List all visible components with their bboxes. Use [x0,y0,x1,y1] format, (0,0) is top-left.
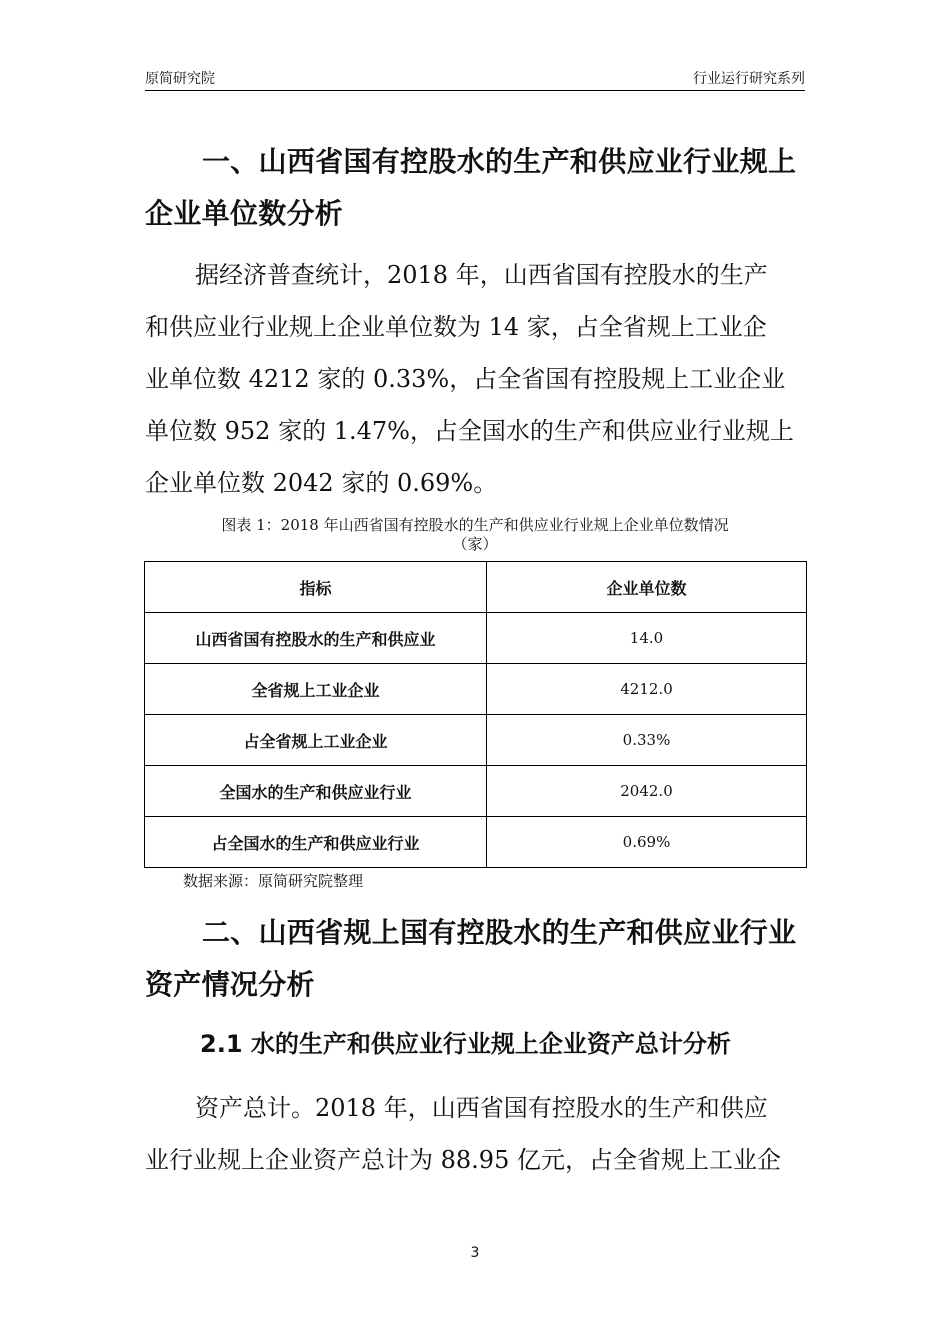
section2-heading-line1: 二、山西省规上国有控股水的生产和供应业行业 [202,916,797,949]
table-caption-line2: （家） [452,535,498,553]
row-value: 2042.0 [487,766,807,817]
page-header [145,66,805,91]
table-source-note: 数据来源：原简研究院整理 [183,872,364,890]
table-row [145,715,807,766]
row-value: 0.69% [487,817,807,868]
paragraph-line: 资产总计。2018 年，山西省国有控股水的生产和供应 [195,1094,768,1122]
row-value: 0.33% [487,715,807,766]
row-label: 全国水的生产和供应业行业 [145,766,487,817]
section2-paragraph [145,1082,810,1186]
section1-paragraph [145,249,810,509]
paragraph-line: 企业单位数 2042 家的 0.69%。 [145,469,498,497]
section2-subheading: 2.1 水的生产和供应业行业规上企业资产总计分析 [200,1030,731,1058]
table-row [145,664,807,715]
paragraph-line: 业单位数 4212 家的 0.33%，占全省国有控股规上工业企业 [145,365,786,393]
table-header-row [145,562,807,613]
section2-heading [145,907,810,1011]
section1-heading [145,136,810,240]
section1-heading-line1: 一、山西省国有控股水的生产和供应业行业规上 [202,145,797,178]
paragraph-line: 单位数 952 家的 1.47%，占全国水的生产和供应业行业规上 [145,417,794,445]
paragraph-line: 和供应业行业规上企业单位数为 14 家，占全省规上工业企 [145,313,767,341]
row-label: 占全国水的生产和供应业行业 [145,817,487,868]
page-number: 3 [470,1245,480,1261]
header-org: 原简研究院 [145,71,215,87]
row-label: 全省规上工业企业 [145,664,487,715]
table-row [145,766,807,817]
row-label: 占全省规上工业企业 [145,715,487,766]
column-header-count: 企业单位数 [487,562,807,613]
table-caption [145,516,805,554]
row-label: 山西省国有控股水的生产和供应业 [145,613,487,664]
row-value: 4212.0 [487,664,807,715]
data-table [144,561,807,868]
table-caption-line1: 图表 1：2018 年山西省国有控股水的生产和供应业行业规上企业单位数情况 [221,516,729,534]
table-row [145,613,807,664]
row-value: 14.0 [487,613,807,664]
paragraph-line: 据经济普查统计，2018 年，山西省国有控股水的生产 [195,261,768,289]
column-header-indicator: 指标 [145,562,487,613]
section1-heading-line2: 企业单位数分析 [145,197,344,230]
table-row [145,817,807,868]
section2-heading-line2: 资产情况分析 [145,968,315,1001]
header-series: 行业运行研究系列 [693,71,805,87]
paragraph-line: 业行业规上企业资产总计为 88.95 亿元，占全省规上工业企 [145,1146,781,1174]
